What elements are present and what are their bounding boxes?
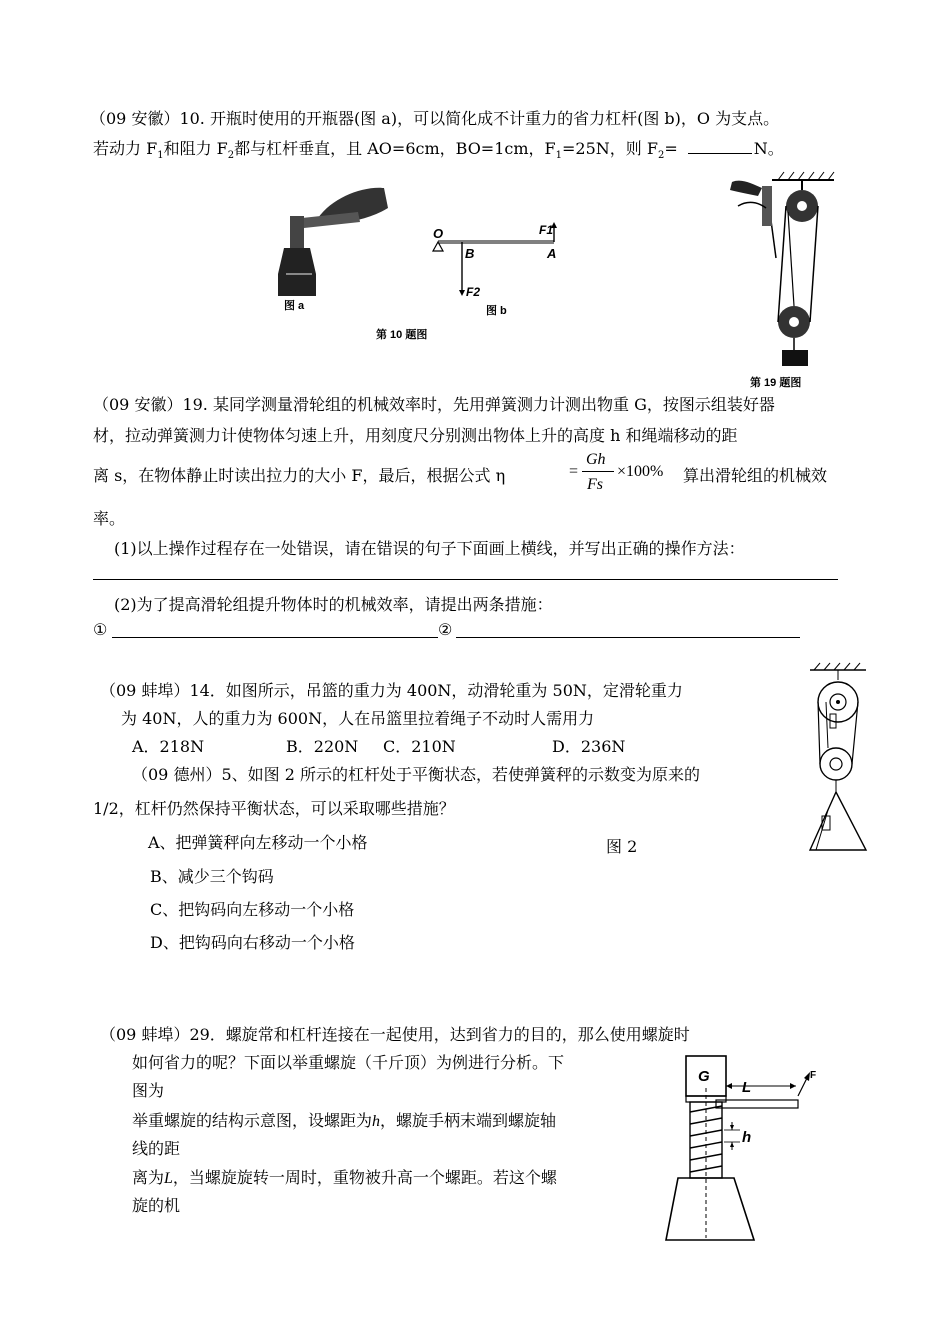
q5-option-b[interactable]: B、减少三个钩码	[150, 867, 274, 886]
q10-line1: （09 安徽）10. 开瓶时使用的开瓶器(图 a)，可以简化成不计重力的省力杠杆(图 b)，O 为支点。	[90, 109, 780, 128]
q5-line2: 1/2，杠杆仍然保持平衡状态，可以采取哪些措施？	[93, 799, 455, 818]
q29-line4-b: ，螺旋手柄末端到螺旋轴	[380, 1111, 557, 1130]
q29-line7: 旋的机	[132, 1196, 181, 1215]
q10-sub-1b: 1	[555, 150, 563, 162]
q19-line3a: 离 s，在物体静止时读出拉力的大小 F，最后，根据公式 η	[93, 466, 506, 485]
q14-option-d[interactable]: D．236N	[552, 737, 626, 756]
q10-line2-a: 若动力 F	[93, 139, 158, 158]
fig-14-basket-pulley	[806, 660, 872, 856]
q14-option-a[interactable]: A．218N	[132, 737, 205, 756]
q19-line4: 率。	[93, 509, 126, 528]
q19-formula-equals: =	[569, 463, 579, 480]
fig-a-label: 图 a	[284, 300, 305, 312]
q29-line6-b: ，当螺旋旋转一周时，重物被升高一个螺距。若这个螺	[172, 1168, 557, 1187]
fig-b-label-o: O	[433, 226, 444, 241]
q14-line2: 为 40N，人的重力为 600N，人在吊篮里拉着绳子不动时人需用力	[121, 709, 595, 728]
q29-line4-a: 举重螺旋的结构示意图，设螺距为	[132, 1111, 373, 1130]
fig-b-lever	[430, 222, 570, 322]
fig-19-caption: 第 19 题图	[750, 377, 802, 389]
q14-option-c[interactable]: C．210N	[383, 737, 456, 756]
q19-line3b: 算出滑轮组的机械效	[683, 466, 828, 485]
q5-line1: （09 德州）5、如图 2 所示的杠杆处于平衡状态，若使弹簧秤的示数变为原来的	[132, 765, 700, 784]
fig-29-screw-jack	[660, 1048, 832, 1248]
q10-line2-c: 都与杠杆垂直，且 AO=6cm，BO=1cm，F	[234, 139, 556, 158]
fig-b-caption: 图 b	[486, 305, 507, 317]
q19-part1: (1)以上操作过程存在一处错误，请在错误的句子下面画上横线，并写出正确的操作方法：	[114, 539, 745, 558]
q19-line1: （09 安徽）19. 某同学测量滑轮组的机械效率时，先用弹簧测力计测出物重 G，按图示组装好器	[93, 395, 775, 414]
q10-line2-e: =	[664, 139, 678, 158]
fig-b-label-a: A	[547, 246, 557, 261]
q29-line6-a: 离为	[132, 1168, 165, 1187]
q29-line1: （09 蚌埠）29．螺旋常和杠杆连接在一起使用，达到省力的目的，那么使用螺旋时	[100, 1025, 690, 1044]
q19-blank2-marker: ②	[438, 620, 453, 639]
q19-part2: (2)为了提高滑轮组提升物体时的机械效率，请提出两条措施：	[114, 595, 553, 614]
q19-part1-answer-line[interactable]	[93, 579, 838, 580]
q14-line1: （09 蚌埠）14．如图所示，吊篮的重力为 400N，动滑轮重为 50N，定滑轮重力	[100, 681, 683, 700]
fig-b-label-f2: F2	[466, 285, 481, 299]
fig-29-label-g: G	[698, 1068, 710, 1085]
q5-option-d[interactable]: D、把钩码向右移动一个小格	[150, 933, 355, 952]
q10-line2-b: 和阻力 F	[163, 139, 228, 158]
q19-blank1-line[interactable]	[112, 637, 438, 638]
q10-sub-2a: 2	[227, 150, 235, 162]
q19-formula-numerator: Gh	[586, 451, 606, 468]
fig-a-bottle-opener	[262, 178, 402, 314]
q5-figure-label: 图 2	[606, 837, 638, 856]
q29-line2: 如何省力的呢？下面以举重螺旋（千斤顶）为例进行分析。下	[132, 1053, 565, 1072]
q14-option-b[interactable]: B．220N	[286, 737, 359, 756]
q29-symbol-h: h	[372, 1113, 381, 1130]
q29-line3: 图为	[132, 1081, 165, 1100]
fig-29-label-f: F	[810, 1070, 817, 1081]
q5-option-c[interactable]: C、把钩码向左移动一个小格	[150, 900, 355, 919]
q10-line2	[93, 136, 784, 161]
q10-sub-2b: 2	[657, 150, 665, 162]
q29-symbol-l: L	[164, 1170, 173, 1187]
q10-answer-blank[interactable]	[688, 139, 752, 154]
fig-b-label-f1: F1	[539, 223, 554, 237]
q19-line2: 材，拉动弹簧测力计使物体匀速上升，用刻度尺分别测出物体上升的高度 h 和绳端移动的距	[93, 426, 738, 445]
q19-formula-bar	[582, 471, 614, 472]
fig-19-pulley-system	[728, 168, 836, 390]
q10-sub-1a: 1	[157, 150, 164, 162]
q10-line2-d: =25N，则 F	[562, 139, 658, 158]
fig-10-caption: 第 10 题图	[376, 329, 428, 341]
q29-line4	[132, 1108, 556, 1131]
q10-line2-f: N。	[753, 139, 784, 158]
q19-formula-denominator: Fs	[587, 476, 603, 493]
q19-formula-percent: ×100%	[617, 463, 664, 480]
fig-29-label-h: h	[742, 1129, 752, 1146]
q29-line6	[132, 1165, 557, 1188]
fig-29-label-l: L	[742, 1079, 752, 1096]
q19-blank1-marker: ①	[93, 620, 108, 639]
q29-line5: 线的距	[132, 1139, 181, 1158]
q5-option-a[interactable]: A、把弹簧秤向左移动一个小格	[148, 833, 368, 852]
fig-b-label-b: B	[465, 246, 475, 261]
q19-blank2-line[interactable]	[456, 637, 800, 638]
